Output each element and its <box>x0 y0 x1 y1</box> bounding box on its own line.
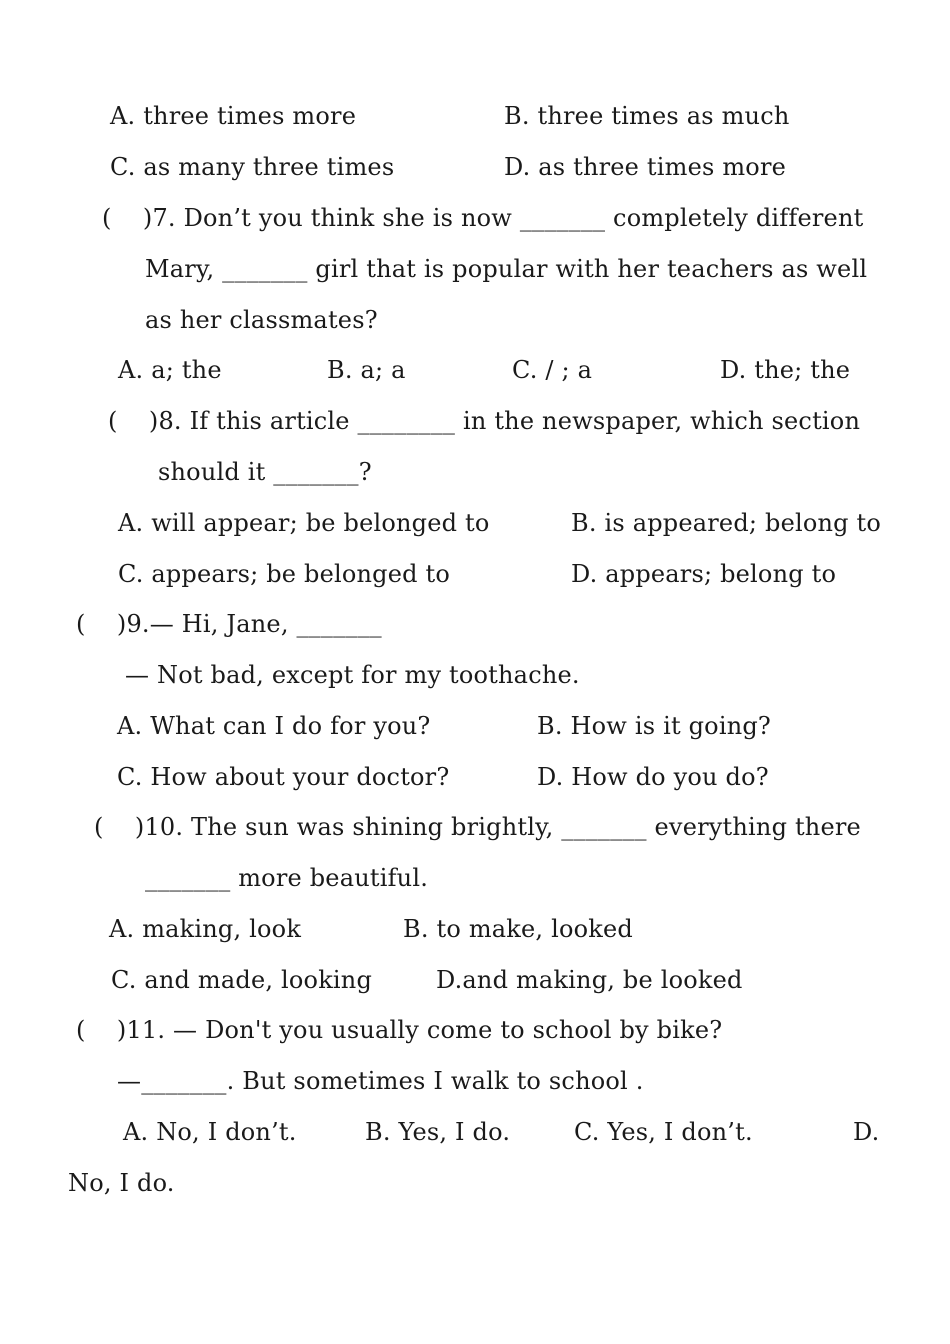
q8-option-b: B. is appeared; belong to <box>571 509 882 537</box>
q7-stem-line3: as her classmates? <box>145 306 378 334</box>
q9-option-a: A. What can I do for you? <box>117 712 431 740</box>
q8-stem-line1: ( )8. If this article ________ in the newspaper, which section <box>108 407 861 435</box>
q11-option-d: D. <box>853 1118 880 1146</box>
q7-stem-line1: ( )7. Don’t you think she is now _______ completely different <box>102 204 864 232</box>
q10-option-b: B. to make, looked <box>403 915 633 943</box>
q7-option-c: C. / ; a <box>512 356 593 384</box>
q7-option-b: B. a; a <box>327 356 406 384</box>
q9-option-d: D. How do you do? <box>537 763 769 791</box>
q10-stem-line2: _______ more beautiful. <box>145 864 429 892</box>
q8-option-d: D. appears; belong to <box>571 560 837 588</box>
q11-option-d-continued: No, I do. <box>68 1169 175 1197</box>
q10-stem-line1: ( )10. The sun was shining brightly, _______ everything there <box>94 813 861 841</box>
q9-option-c: C. How about your doctor? <box>117 763 450 791</box>
q8-option-c: C. appears; be belonged to <box>118 560 451 588</box>
q10-option-c: C. and made, looking <box>111 966 373 994</box>
q6-option-d: D. as three times more <box>504 153 787 181</box>
q8-option-a: A. will appear; be belonged to <box>118 509 490 537</box>
q10-option-d: D.and making, be looked <box>436 966 743 994</box>
q6-option-c: C. as many three times <box>110 153 395 181</box>
q11-stem-line2: —_______. But sometimes I walk to school . <box>117 1067 644 1095</box>
q6-option-a: A. three times more <box>110 102 357 130</box>
q7-stem-line2: Mary, _______ girl that is popular with her teachers as well <box>145 255 868 283</box>
q7-option-a: A. a; the <box>118 356 222 384</box>
q6-option-b: B. three times as much <box>504 102 790 130</box>
q11-stem-line1: ( )11. — Don't you usually come to school by bike? <box>76 1016 723 1044</box>
q11-option-a: A. No, I don’t. <box>123 1118 297 1146</box>
q8-stem-line2: should it _______? <box>158 458 372 486</box>
q9-stem-line1: ( )9.— Hi, Jane, _______ <box>76 610 382 638</box>
q7-option-d: D. the; the <box>720 356 851 384</box>
q9-stem-line2: — Not bad, except for my toothache. <box>125 661 580 689</box>
q11-option-b: B. Yes, I do. <box>365 1118 511 1146</box>
q9-option-b: B. How is it going? <box>537 712 771 740</box>
q10-option-a: A. making, look <box>109 915 302 943</box>
q11-option-c: C. Yes, I don’t. <box>574 1118 753 1146</box>
